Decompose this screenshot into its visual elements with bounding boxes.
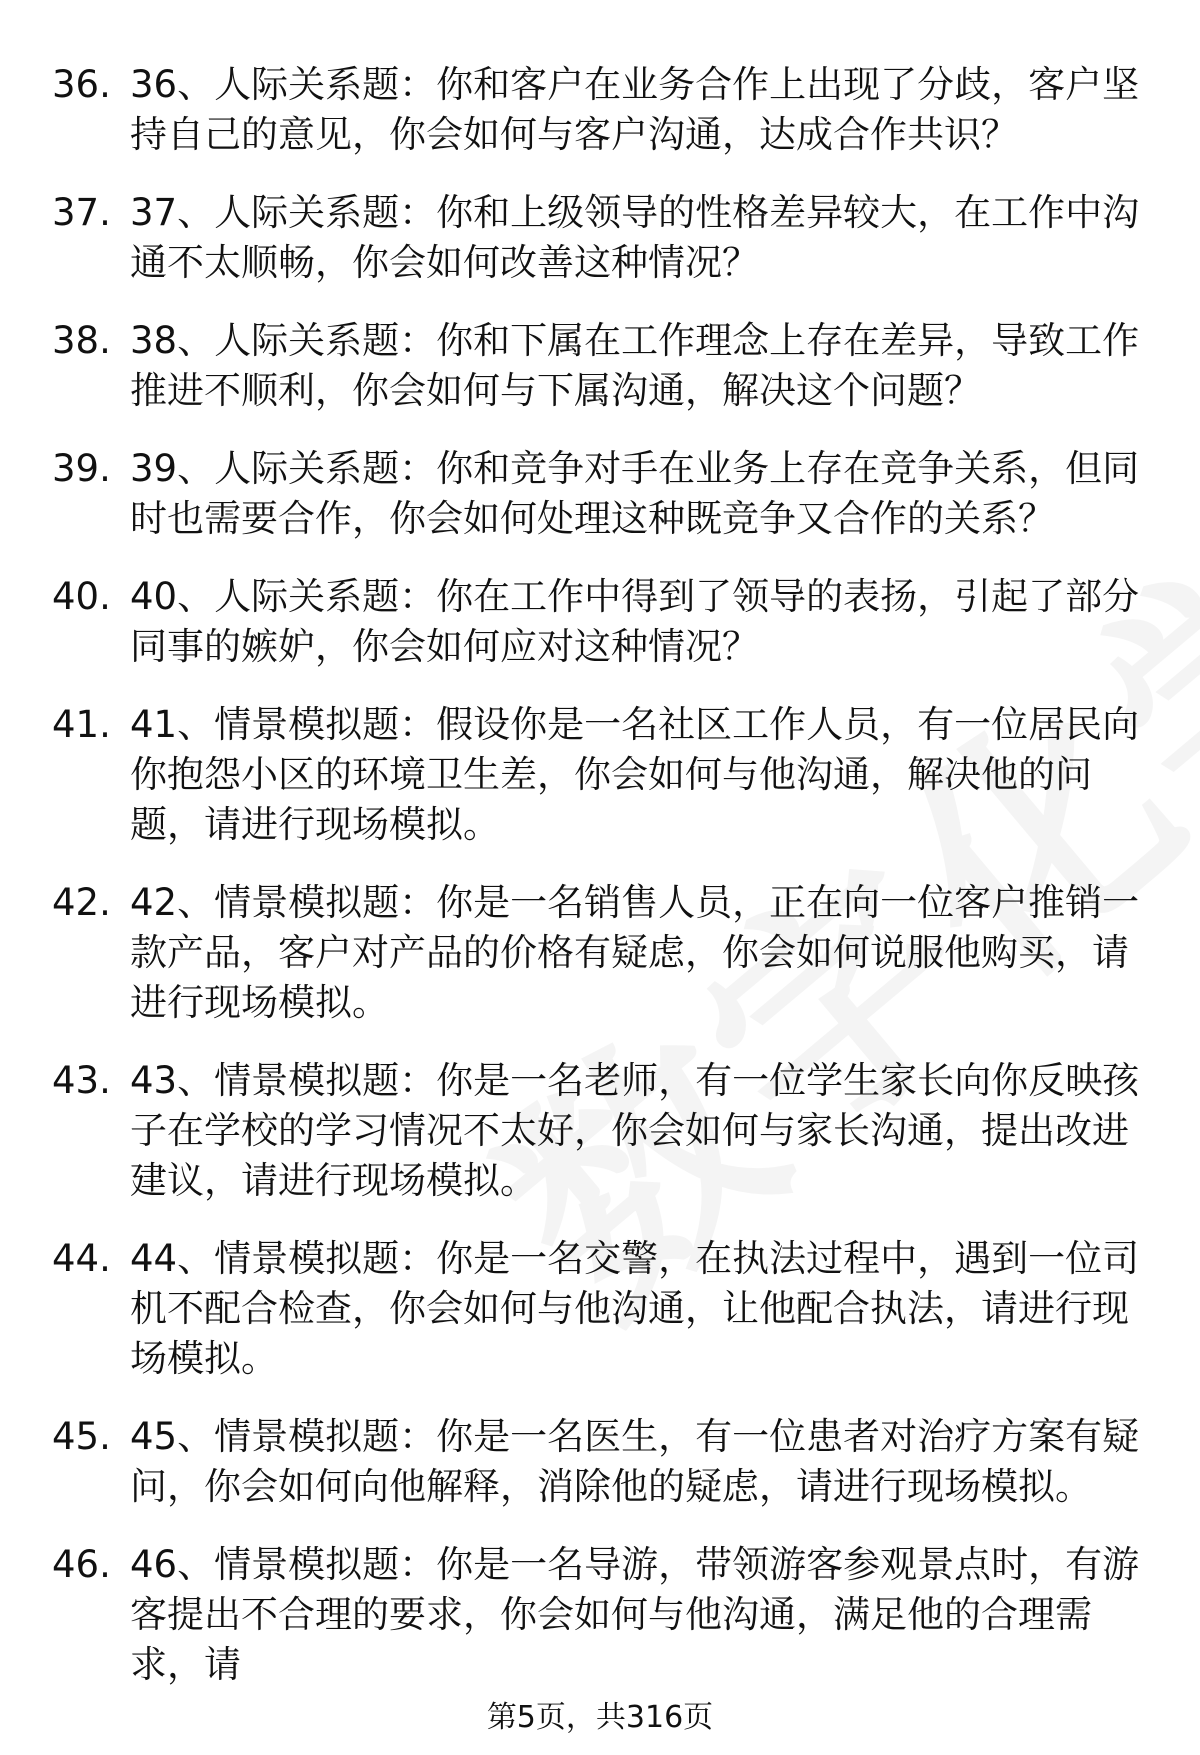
item-text: 39、人际关系题：你和竞争对手在业务上存在竞争关系，但同时也需要合作，你会如何处理这种既竞争又合作的关系？ <box>130 447 1140 540</box>
item-number: 36. <box>52 63 111 106</box>
item-text: 37、人际关系题：你和上级领导的性格差异较大，在工作中沟通不太顺畅，你会如何改善这种情况？ <box>130 191 1140 284</box>
item-number: 39. <box>52 447 111 490</box>
item-text: 44、情景模拟题：你是一名交警，在执法过程中，遇到一位司机不配合检查，你会如何与他沟通，让他配合执法，请进行现场模拟。 <box>130 1237 1140 1380</box>
list-item <box>0 188 1200 288</box>
page-footer: 第5页，共316页 <box>486 1700 714 1735</box>
item-text: 36、人际关系题：你和客户在业务合作上出现了分歧，客户坚持自己的意见，你会如何与客户沟通，达成合作共识？ <box>130 63 1140 156</box>
item-number: 45. <box>52 1415 111 1458</box>
item-number: 43. <box>52 1059 111 1102</box>
item-number: 41. <box>52 703 111 746</box>
list-item <box>0 1234 1200 1384</box>
item-text: 43、情景模拟题：你是一名老师，有一位学生家长向你反映孩子在学校的学习情况不太好，你会如何与家长沟通，提出改进建议，请进行现场模拟。 <box>130 1059 1140 1202</box>
list-item <box>0 700 1200 850</box>
list-item <box>0 316 1200 416</box>
item-number: 42. <box>52 881 111 924</box>
item-text: 41、情景模拟题：假设你是一名社区工作人员，有一位居民向你抱怨小区的环境卫生差，你会如何与他沟通，解决他的问题，请进行现场模拟。 <box>130 703 1140 846</box>
list-item <box>0 60 1200 160</box>
list-item <box>0 1540 1200 1690</box>
item-text: 42、情景模拟题：你是一名销售人员，正在向一位客户推销一款产品，客户对产品的价格有疑虑，你会如何说服他购买，请进行现场模拟。 <box>130 881 1140 1024</box>
list-item <box>0 1412 1200 1512</box>
item-number: 40. <box>52 575 111 618</box>
list-item <box>0 572 1200 672</box>
list-item <box>0 1056 1200 1206</box>
item-number: 37. <box>52 191 111 234</box>
item-text: 40、人际关系题：你在工作中得到了领导的表扬，引起了部分同事的嫉妒，你会如何应对这种情况？ <box>130 575 1140 668</box>
question-list <box>0 60 1200 1718</box>
item-number: 44. <box>52 1237 111 1280</box>
item-text: 46、情景模拟题：你是一名导游，带领游客参观景点时，有游客提出不合理的要求，你会如何与他沟通，满足他的合理需求，请 <box>130 1543 1140 1686</box>
list-item <box>0 878 1200 1028</box>
item-text: 38、人际关系题：你和下属在工作理念上存在差异，导致工作推进不顺利，你会如何与下属沟通，解决这个问题？ <box>130 319 1140 412</box>
item-text: 45、情景模拟题：你是一名医生，有一位患者对治疗方案有疑问，你会如何向他解释，消除他的疑虑，请进行现场模拟。 <box>130 1415 1140 1508</box>
item-number: 38. <box>52 319 111 362</box>
list-item <box>0 444 1200 544</box>
item-number: 46. <box>52 1543 111 1586</box>
